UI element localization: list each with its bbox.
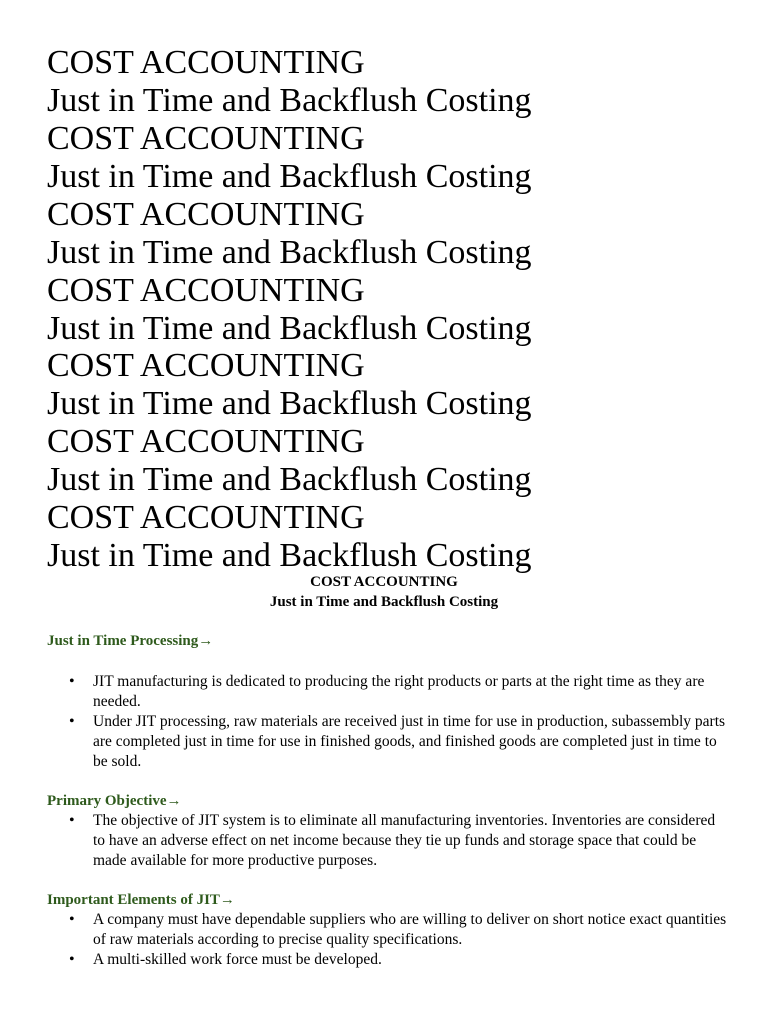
- section-heading-jit-processing: Just in Time Processing→: [47, 633, 214, 649]
- banner-subtitle-3: Just in Time and Backflush Costing: [47, 234, 532, 271]
- banner-title-1: COST ACCOUNTING: [47, 44, 365, 81]
- banner-subtitle-5: Just in Time and Backflush Costing: [47, 385, 532, 422]
- list-item: • The objective of JIT system is to eliminate all manufacturing inventories. Inventories are considered to have an adverse effect on net income because they tie up funds and storage space that could be made available for more productive purposes.: [47, 811, 727, 871]
- banner-subtitle-4: Just in Time and Backflush Costing: [47, 310, 532, 347]
- list-item: • A multi-skilled work force must be developed.: [47, 950, 727, 970]
- banner-title-2: COST ACCOUNTING: [47, 120, 365, 157]
- banner-subtitle-6: Just in Time and Backflush Costing: [47, 461, 532, 498]
- bullet-list-primary-objective: [47, 811, 727, 871]
- banner-subtitle-2: Just in Time and Backflush Costing: [47, 158, 532, 195]
- banner-subtitle-7: Just in Time and Backflush Costing: [47, 537, 532, 574]
- bullet-list-jit-processing: [47, 672, 727, 772]
- banner-title-6: COST ACCOUNTING: [47, 423, 365, 460]
- banner-subtitle-1: Just in Time and Backflush Costing: [47, 82, 532, 119]
- section-heading-primary-objective: Primary Objective→: [47, 793, 182, 809]
- list-item: • A company must have dependable suppliers who are willing to deliver on short notice exact quantities of raw materials according to precise quality specifications.: [47, 910, 727, 950]
- document-subtitle: Just in Time and Backflush Costing: [269, 594, 499, 610]
- section-heading-important-elements: Important Elements of JIT→: [47, 892, 235, 908]
- banner-title-5: COST ACCOUNTING: [47, 347, 365, 384]
- document-title: COST ACCOUNTING: [310, 574, 458, 590]
- banner-title-3: COST ACCOUNTING: [47, 196, 365, 233]
- banner-title-4: COST ACCOUNTING: [47, 272, 365, 309]
- list-item: • JIT manufacturing is dedicated to producing the right products or parts at the right time as they are needed.: [47, 672, 727, 712]
- list-item: • Under JIT processing, raw materials are received just in time for use in production, subassembly parts are completed just in time for use in finished goods, and finished goods are completed just in time to be sold.: [47, 712, 727, 772]
- banner-title-7: COST ACCOUNTING: [47, 499, 365, 536]
- bullet-list-important-elements: [47, 910, 727, 970]
